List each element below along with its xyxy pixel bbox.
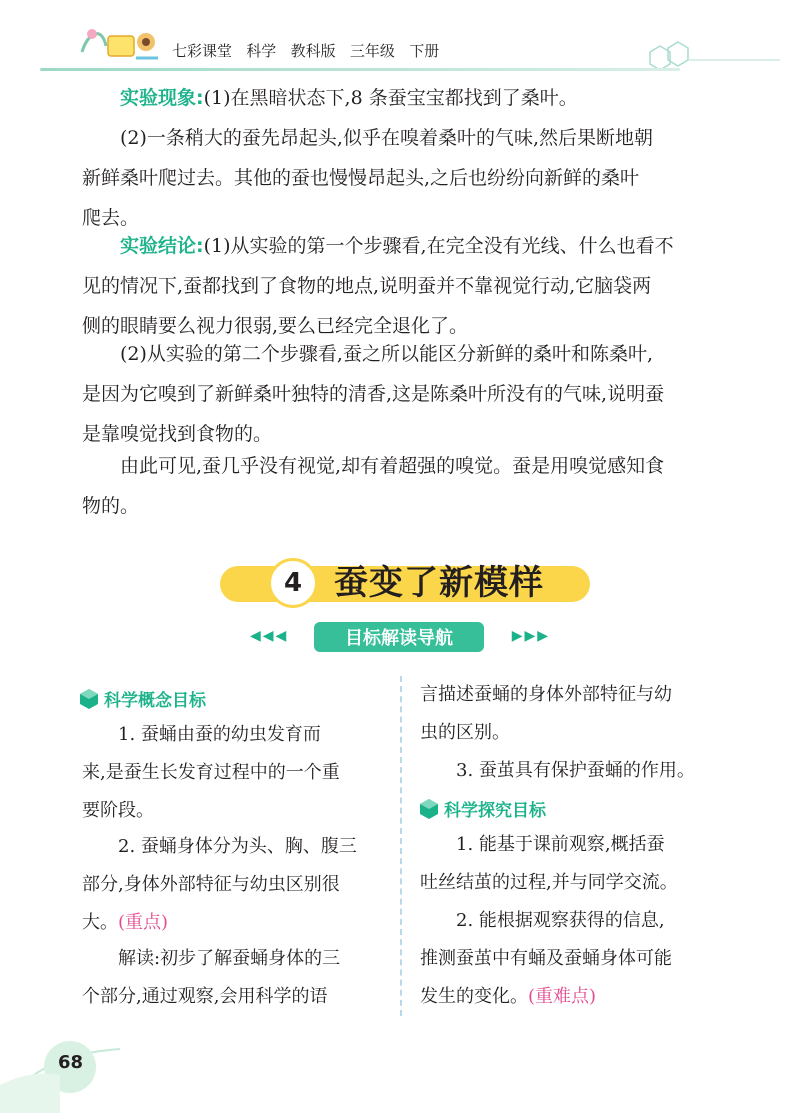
inquiry-goal-item-1: 1. 能基于课前观察,概括蚕 吐丝结茧的过程,并与同学交流。 xyxy=(420,834,678,893)
concept-goal-item-2: 2. 蚕蛹身体分为头、胸、腹三 部分,身体外部特征与幼虫区别很 大。(重点) xyxy=(82,836,357,933)
concept-goal-note-continued: 言描述蚕蛹的身体外部特征与幼 虫的区别。 xyxy=(420,684,672,743)
book-logo-icon xyxy=(78,22,166,66)
conclusion-paragraph-2: (2)从实验的第二个步骤看,蚕之所以能区分新鲜的桑叶和陈桑叶, 是因为它嗅到了新鲜桑叶独特的清香,这是陈桑叶所没有的气味,说明蚕 是靠嗅觉找到食物的。 xyxy=(82,343,665,445)
conclusion-summary: 由此可见,蚕几乎没有视觉,却有着超强的嗅觉。蚕是用嗅觉感知食 物的。 xyxy=(82,455,665,517)
goal-nav-banner xyxy=(250,622,550,652)
lesson-title: 蚕变了新模样 xyxy=(334,563,544,603)
key-point-tag: (重点) xyxy=(118,912,169,933)
page-number: 68 xyxy=(58,1052,84,1073)
arrows-right-icon: ▶▶▶ xyxy=(511,628,550,644)
page-header xyxy=(0,0,800,80)
goal-nav-label: 目标解读导航 xyxy=(314,622,484,652)
page-number-decoration-icon xyxy=(0,1035,160,1113)
concept-goal-item-1: 1. 蚕蛹由蚕的幼虫发育而 来,是蚕生长发育过程中的一个重 要阶段。 xyxy=(82,724,340,821)
concept-goal-heading: 科学概念目标 xyxy=(78,686,206,711)
header-rule xyxy=(40,68,680,71)
hexagon-cube-icon xyxy=(78,688,100,710)
inquiry-goal-item-2: 2. 能根据观察获得的信息, 推测蚕茧中有蛹及蚕蛹身体可能 发生的变化。(重难点) xyxy=(420,910,672,1007)
inquiry-goal-heading: 科学探究目标 xyxy=(418,796,546,821)
conclusion-paragraph-1: 实验结论:(1)从实验的第一个步骤看,在完全没有光线、什么也看不 见的情况下,蚕都找到了食物的地点,说明蚕并不靠视觉行动,它脑袋两 侧的眼睛要么视力很弱,要么已经完全退化了。 xyxy=(82,235,674,337)
results-paragraph-1: 实验现象:(1)在黑暗状态下,8 条蚕宝宝都找到了桑叶。 xyxy=(120,87,578,109)
results-label: 实验现象: xyxy=(120,87,204,109)
conclusion-label: 实验结论: xyxy=(120,235,204,257)
header-series-title: 七彩课堂 科学 教科版 三年级 下册 xyxy=(172,42,440,60)
concept-goal-note: 解读:初步了解蚕蛹身体的三 个部分,通过观察,会用科学的语 xyxy=(82,948,341,1007)
hexagon-decoration-icon xyxy=(640,38,780,78)
arrows-left-icon: ◀◀◀ xyxy=(250,628,289,644)
results-paragraph-2: (2)一条稍大的蚕先昂起头,似乎在嗅着桑叶的气味,然后果断地朝 新鲜桑叶爬过去。其他的蚕也慢慢昂起头,之后也纷纷向新鲜的桑叶 爬去。 xyxy=(82,127,653,229)
column-divider xyxy=(400,676,402,1016)
difficult-point-tag: (重难点) xyxy=(528,986,597,1007)
concept-goal-item-3: 3. 蚕茧具有保护蚕蛹的作用。 xyxy=(456,760,695,781)
lesson-number-badge: 4 xyxy=(268,558,318,608)
hexagon-cube-icon xyxy=(418,798,440,820)
